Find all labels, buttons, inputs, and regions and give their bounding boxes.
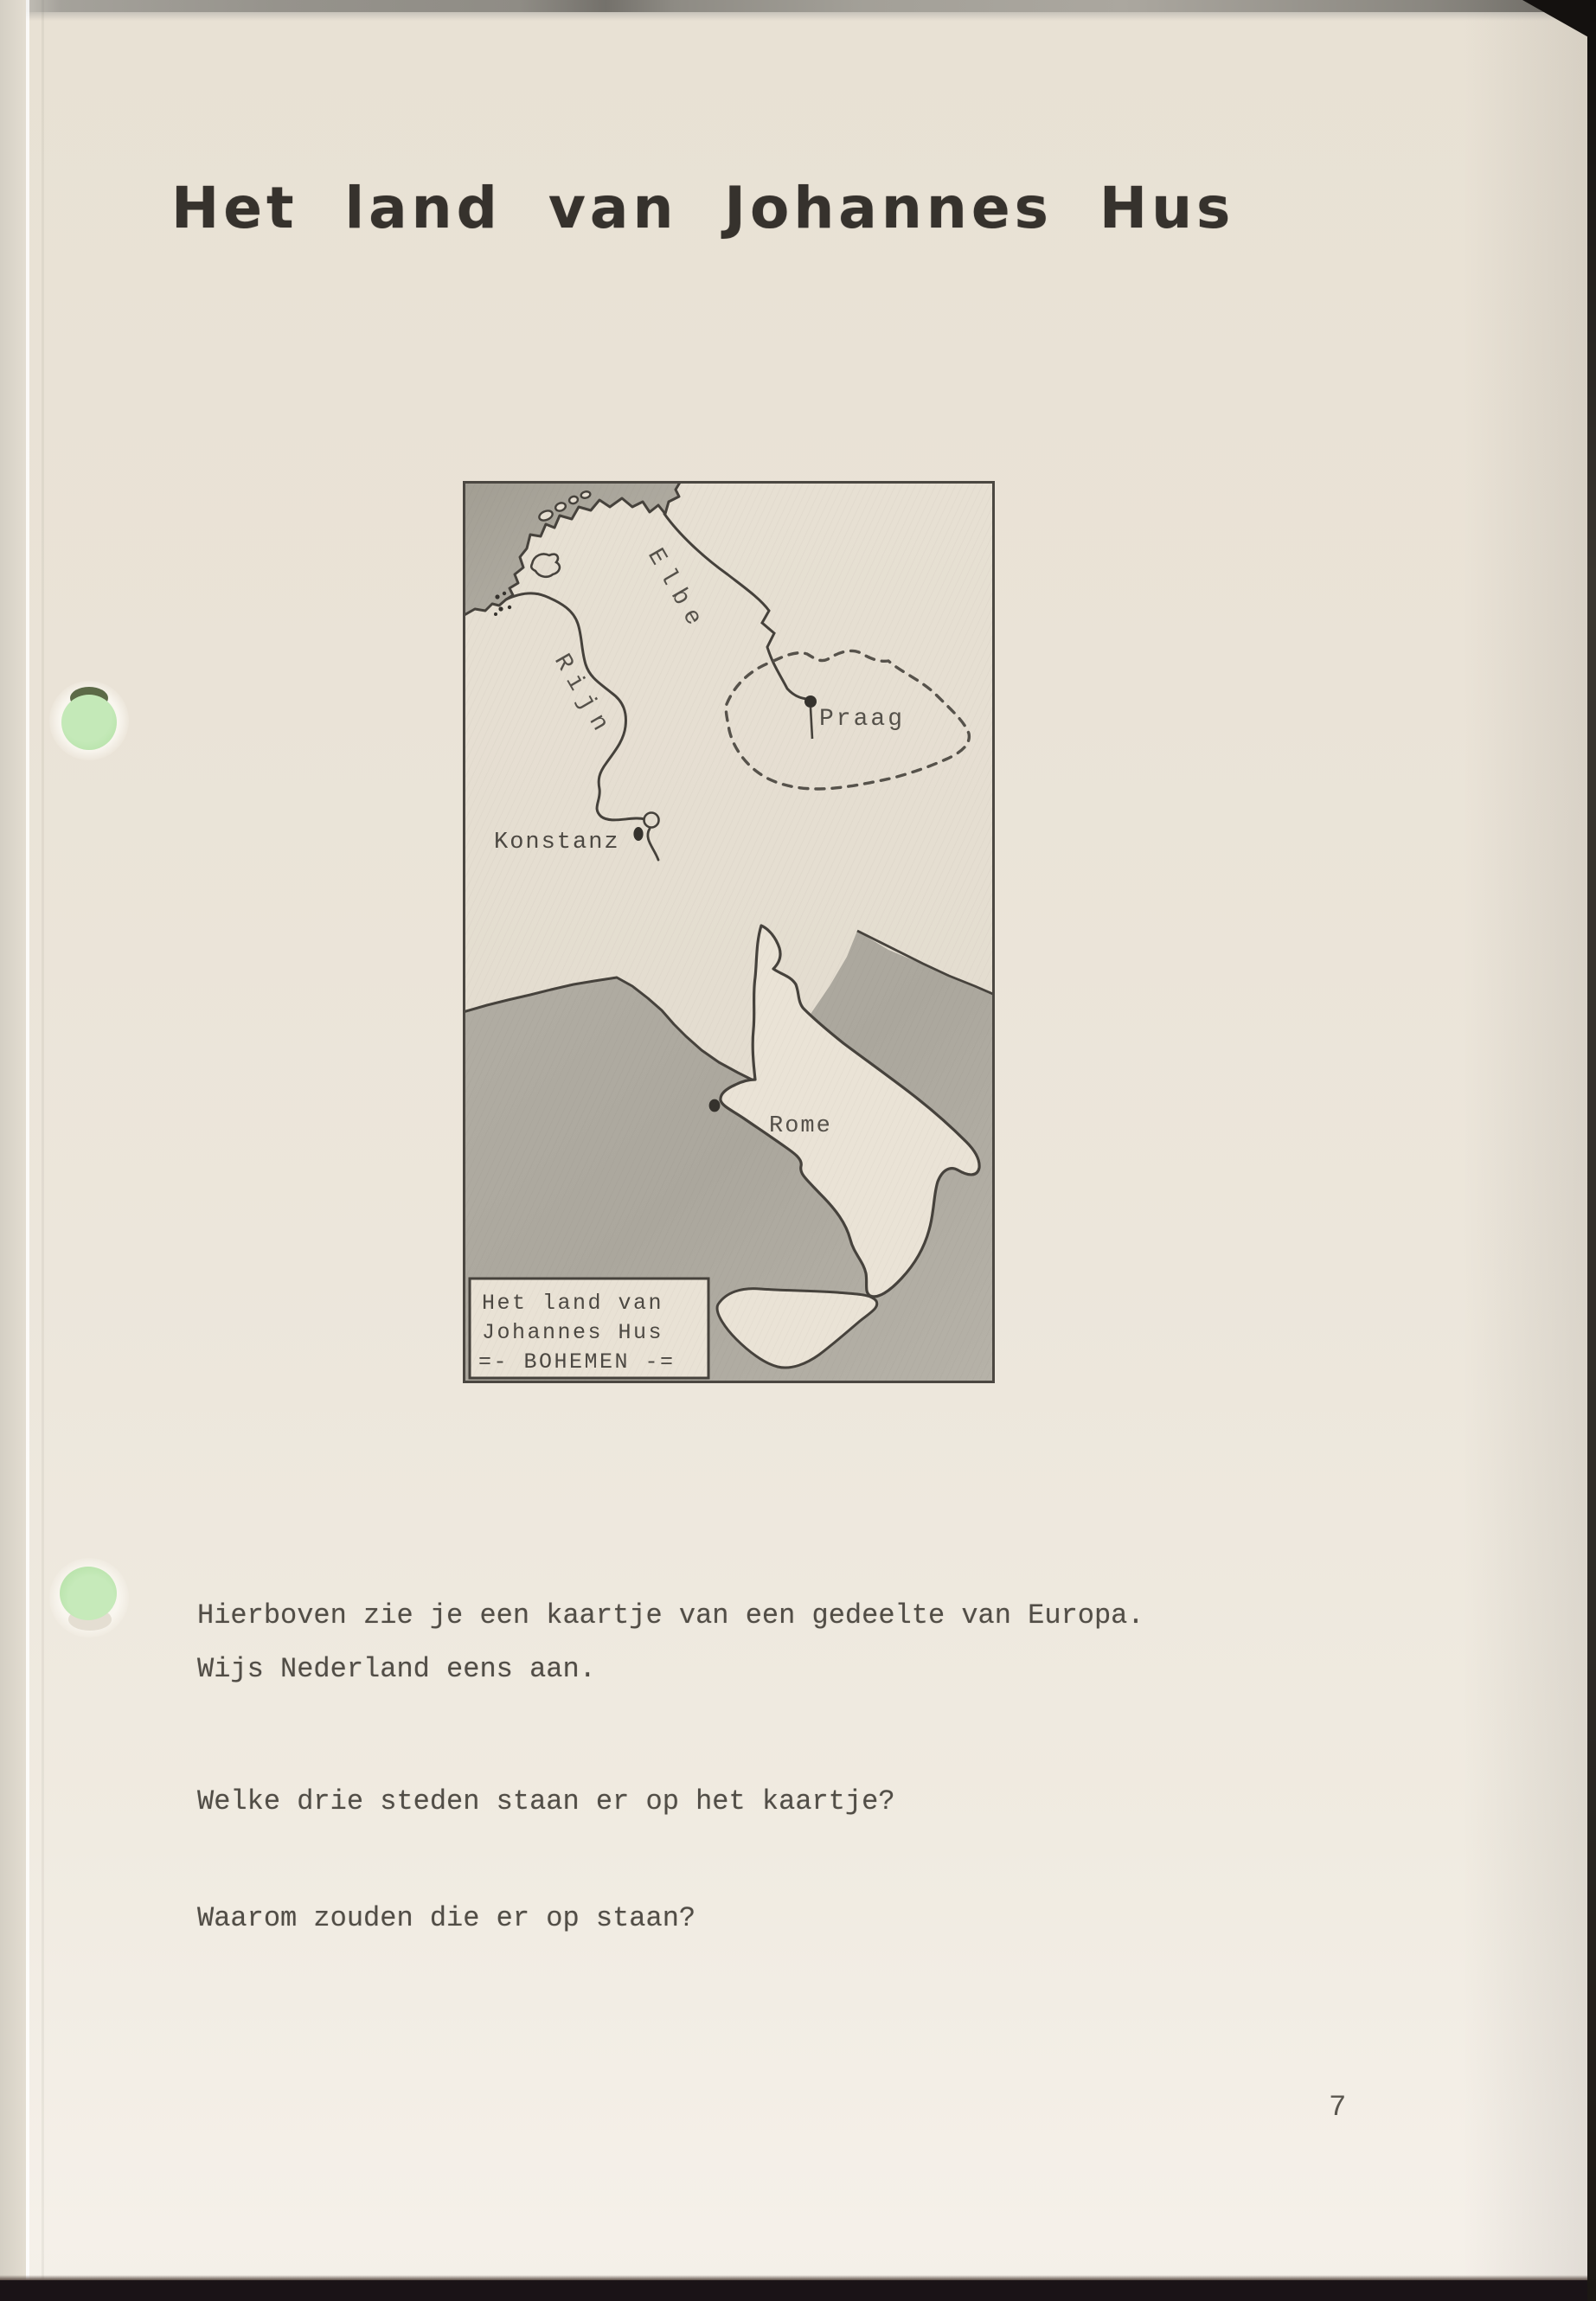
hole-green-backing xyxy=(60,1567,117,1620)
intro-line-1: Hierboven zie je een kaartje van een gedeelte van Europa. xyxy=(197,1599,1144,1631)
hole-punch-bottom xyxy=(49,1558,129,1638)
page-left-margin xyxy=(0,0,26,2301)
scan-bottom-edge xyxy=(0,2280,1596,2301)
page-number: 7 xyxy=(1329,2092,1347,2125)
page-right-curve-shadow xyxy=(1462,0,1587,2301)
europe-map xyxy=(463,481,995,1383)
scan-top-edge xyxy=(0,0,1596,12)
question-2: Waarom zouden die er op staan? xyxy=(197,1902,696,1934)
page-left-crease xyxy=(42,0,44,2301)
page-left-edge-highlight xyxy=(26,0,29,2301)
intro-line-2: Wijs Nederland eens aan. xyxy=(197,1653,596,1685)
hole-punch-top xyxy=(49,681,129,760)
question-1: Welke drie steden staan er op het kaartje? xyxy=(197,1785,895,1817)
page-title: Het land van Johannes Hus xyxy=(171,175,1235,241)
hole-green-backing xyxy=(61,695,117,750)
scan-top-right-corner xyxy=(1522,0,1590,38)
pencil-texture xyxy=(463,481,995,1383)
scan-top-edge-soft xyxy=(0,12,1596,21)
scan-right-edge xyxy=(1587,0,1596,2301)
